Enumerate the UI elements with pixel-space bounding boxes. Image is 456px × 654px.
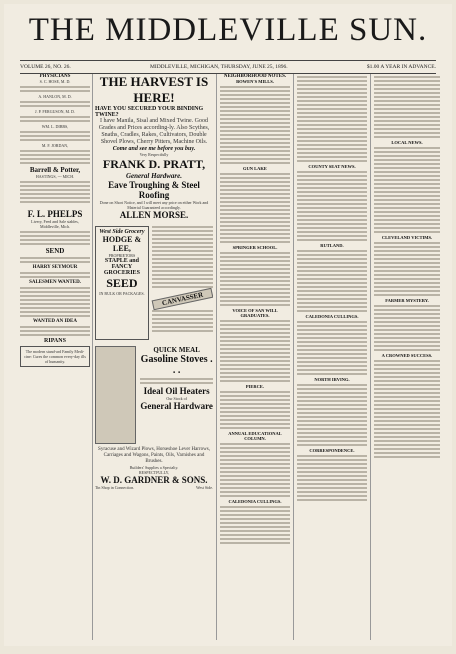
correspondence-heading: CORRESPONDENCE.: [309, 448, 355, 453]
neighborhood-column: [220, 74, 290, 640]
west-side-grocery: West Side Grocery: [99, 229, 145, 235]
west-side-footer: West Side.: [195, 485, 213, 490]
twine-question: HAVE YOU SECURED YOUR BINDING TWINE?: [95, 106, 204, 118]
farmer-mystery-heading: FARMER MYSTERY.: [385, 298, 429, 303]
place-date: MIDDLEVILLE, MICHIGAN, THURSDAY, JUNE 25, 1896.: [149, 64, 288, 70]
general-hardware-2: General Hardware: [140, 401, 213, 411]
twine-copy: I have Manila, Sisal and Mixed Twine. Good Grades and Prices according-ly. Also Scythes, Snaths, Cradles, Rakes, Cultivators, Double Shovel Plows, Cherry Pitters, Machine Oils.: [98, 118, 210, 145]
barrell-potter: Barrell & Potter,: [29, 166, 81, 174]
syracuse-copy: Syracuse and Wizard Plows, Horseshoe Lever Harrows, Carriages and Wagons, Paints, Oils, Varnishes and Brushes.: [98, 447, 210, 464]
neighborhood-heading: NEIGHBORHOOD NOTES.: [223, 74, 287, 79]
subscription-price: $1.00 A YEAR IN ADVANCE.: [366, 64, 436, 70]
stove-illustration: [95, 346, 136, 444]
eave-troughing: Eave Troughing & Steel Roofing: [108, 180, 200, 200]
caledonia-heading: CALEDONIA CULLINGS.: [228, 499, 282, 504]
gun-lake-heading: GUN LAKE: [243, 166, 267, 171]
bowens-mills-heading: BOWEN'S MILLS.: [236, 79, 274, 84]
gasoline-stoves: Gasoline Stoves . . .: [140, 354, 213, 376]
dentist-name: WM. L. DIBBS,: [41, 124, 69, 129]
dateline: [20, 60, 436, 74]
physicians-heading: PHYSICIANS: [39, 74, 71, 79]
gardner-sons: W. D. GARDNER & SONS.: [100, 475, 208, 485]
harry-seymour: HARRY SEYMOUR: [32, 265, 78, 270]
jordan-card: M. F. JORDAN,: [41, 143, 69, 148]
local-column: [374, 74, 440, 640]
ripans-heading: RIPANS: [44, 338, 66, 344]
springer-heading: SPRINGER SCHOOL.: [232, 245, 278, 250]
seed-label: SEED: [106, 276, 138, 290]
physician-2: A. HANLON, M. D.: [38, 94, 72, 99]
harvest-headline: THE HARVEST IS HERE!: [99, 74, 209, 105]
ripans-copy: The modern stand-ard Family Medi-cine: Cures the common every-day ills of humanity.: [20, 346, 90, 367]
masthead-title: THE MIDDLEVILLE SUN.: [28, 12, 428, 48]
graduates-heading: VOICE OF SAN WILL GRADUATES.: [232, 308, 278, 318]
caledonia-cullings-heading: CALEDONIA CULLINGS.: [305, 314, 359, 319]
hodge-lee: HODGE & LEE,: [102, 235, 142, 253]
general-hardware: General Hardware.: [126, 172, 182, 180]
phelps-town: Middleville, Mich.: [39, 224, 71, 229]
county-seat-heading: COUNTY SEAT NEWS.: [308, 164, 356, 169]
physician-1: S. C. HOSE, M. D.: [39, 79, 71, 84]
phelps-name: F. L. PHELPS: [27, 209, 83, 219]
staple-groceries: STAPLE and FANCY GROCERIES: [103, 258, 140, 276]
physician-3: J. P. FERGUSON, M. D.: [35, 109, 75, 114]
builders-line: Builders' Supplies a Specialty.: [129, 465, 179, 470]
newspaper-page: [4, 4, 452, 646]
salesmen-wanted: SALESMEN WANTED.: [29, 280, 81, 285]
business-cards-column: [20, 74, 90, 640]
in-bulk-label: IN BULK OR PACKAGES.: [99, 291, 145, 296]
phelps-stables: Livery, Feed and Sale stables,: [31, 219, 79, 224]
ideal-heaters: Ideal Oil Heaters: [143, 386, 210, 396]
county-column: [297, 74, 367, 640]
grocery-ad: [95, 226, 149, 340]
north-irving-heading: NORTH IRVING.: [314, 377, 350, 382]
wanted-idea: WANTED AN IDEA: [33, 319, 77, 324]
frank-pratt: FRANK D. PRATT,: [102, 157, 206, 171]
allen-morse: ALLEN MORSE.: [119, 210, 189, 220]
rutland-heading: RUTLAND.: [320, 243, 344, 248]
crowned-success-heading: A CROWNED SUCCESS.: [381, 353, 433, 358]
canvasser-stamp: CANVASSER: [151, 288, 213, 311]
respect-line: Very Respectfully: [139, 152, 169, 157]
come-see: Come and see me before you buy.: [112, 146, 196, 152]
ads-column: [95, 74, 213, 640]
quick-meal: QUICK MEAL: [153, 346, 200, 354]
volume-number: VOLUME 26, NO. 26.: [20, 64, 71, 70]
eave-copy: Done on Short Notice, and I will meet any price on either Work and Material Guaranteed accordingly.: [99, 200, 209, 210]
local-news-heading: LOCAL NEWS.: [391, 140, 423, 145]
respectfully-line: RESPECTFULLY,: [138, 470, 170, 475]
cleveland-heading: CLEVELAND VICTIMS.: [381, 235, 433, 240]
hastings-line: HASTINGS, --- MICH.: [35, 174, 75, 179]
send-ad: SEND: [45, 247, 65, 255]
proprietors-label: PROPRIETORS: [108, 253, 136, 258]
pierce-heading: PIERCE.: [245, 384, 265, 389]
our-stock: Our Stock of: [166, 396, 187, 401]
tin-shop: Tin Shop in Connection.: [95, 485, 135, 490]
educational-heading: ANNUAL EDUCATIONAL COLUMN.: [228, 431, 282, 441]
